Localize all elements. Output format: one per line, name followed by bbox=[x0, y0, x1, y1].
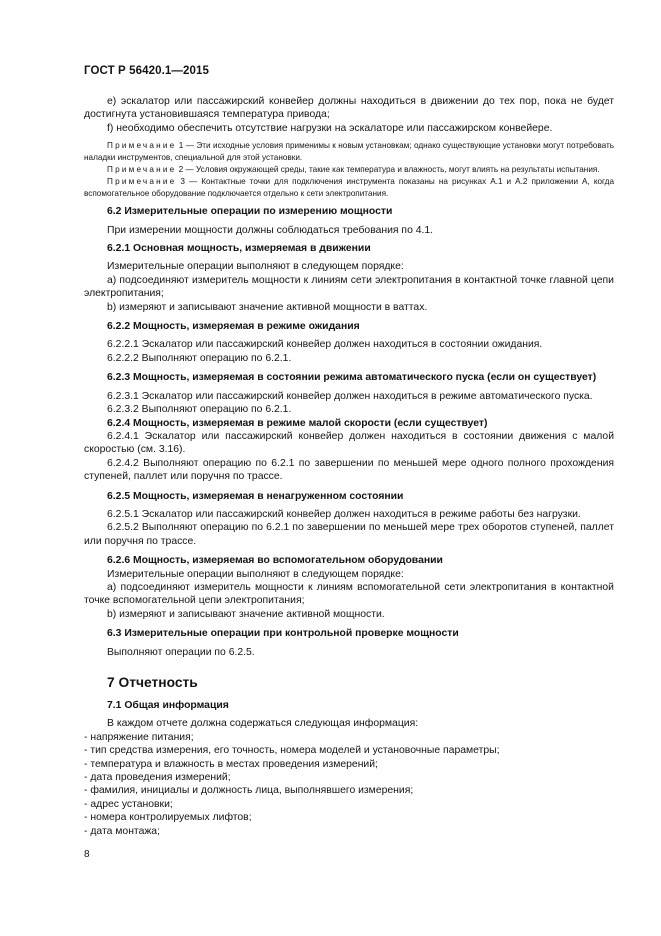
note-1-label: Примечание bbox=[107, 141, 177, 151]
heading-7: 7 Отчетность bbox=[107, 675, 198, 690]
paragraph-6-2-3-2: 6.2.3.2 Выполняют операцию по 6.2.1. bbox=[107, 404, 292, 416]
paragraph-item-e: е) эскалатор или пассажирский конвейер должны находиться в движении до тех пор, пока не будет достигнута установившаяся температура привода; bbox=[84, 96, 614, 121]
list-item: - температура и влажность в местах проведения измерений; bbox=[84, 758, 378, 770]
paragraph-6-2: При измерении мощности должны соблюдаться требования по 4.1. bbox=[107, 224, 434, 236]
paragraph-6-2-3-1: 6.2.3.1 Эскалатор или пассажирский конвейер должен находиться в режиме автоматического пуска. bbox=[107, 390, 593, 402]
paragraph-6-3: Выполняют операции по 6.2.5. bbox=[107, 646, 255, 658]
paragraph-6-2-6-intro: Измерительные операции выполняют в следующем порядке: bbox=[107, 568, 404, 580]
page-number: 8 bbox=[84, 849, 90, 860]
paragraph-6-2-5-2: 6.2.5.2 Выполняют операцию по 6.2.1 по завершении по меньшей мере трех оборотов ступеней, паллет или поручня по трассе. bbox=[84, 522, 614, 547]
list-item: - номера контролируемых лифтов; bbox=[84, 812, 252, 824]
list-item: - тип средства измерения, его точность, номера моделей и установочные параметры; bbox=[84, 745, 500, 757]
heading-6-2: 6.2 Измерительные операции по измерению мощности bbox=[107, 206, 393, 218]
list-item: - адрес установки; bbox=[84, 798, 173, 810]
heading-6-2-4: 6.2.4 Мощность, измеряемая в режиме малой скорости (если существует) bbox=[107, 417, 488, 429]
paragraph-6-2-4-1: 6.2.4.1 Эскалатор или пассажирский конвейер должен находиться в состоянии движения с малой скоростью (см. 3.16). bbox=[84, 430, 614, 456]
paragraph-6-2-1-intro: Измерительные операции выполняют в следующем порядке: bbox=[107, 261, 404, 273]
paragraph-6-2-6-b: b) измеряют и записывают значение активной мощности. bbox=[107, 608, 385, 620]
paragraph-6-2-1-b: b) измеряют и записывают значение активной мощности в ваттах. bbox=[107, 301, 428, 313]
list-item: - дата монтажа; bbox=[84, 825, 160, 837]
heading-6-3: 6.3 Измерительные операции при контрольной проверке мощности bbox=[107, 628, 459, 640]
document-header: ГОСТ Р 56420.1—2015 bbox=[84, 65, 209, 77]
paragraph-7-1-intro: В каждом отчете должна содержаться следующая информация: bbox=[107, 718, 419, 730]
list-item: - дата проведения измерений; bbox=[84, 772, 231, 784]
heading-6-2-2: 6.2.2 Мощность, измеряемая в режиме ожидания bbox=[107, 321, 360, 333]
paragraph-6-2-6-a: a) подсоединяют измеритель мощности к линиям вспомогательной сети электропитания в контактной точке вспомогательной цепи электропитания; bbox=[84, 581, 614, 607]
note-3 bbox=[84, 176, 614, 200]
note-2-label: Примечание bbox=[107, 165, 177, 175]
paragraph-6-2-2-1: 6.2.2.1 Эскалатор или пассажирский конвейер должен находиться в состоянии ожидания. bbox=[107, 339, 543, 351]
heading-6-2-6: 6.2.6 Мощность, измеряемая во вспомогательном оборудовании bbox=[107, 555, 443, 567]
paragraph-6-2-1-a: a) подсоединяют измеритель мощности к линиям сети электропитания в контактной точке главной цепи электропитания; bbox=[84, 274, 614, 300]
note-1-text: 1 — Эти исходные условия применимы к новым установкам; однако существующие установки могут потребовать наладки инструментов, специальной для этой установки. bbox=[84, 141, 614, 163]
paragraph-6-2-4-2: 6.2.4.2 Выполняют операцию по 6.2.1 по завершении по меньшей мере одного полного прохождения ступеней, паллет или поручня по трассе. bbox=[84, 457, 614, 483]
note-3-text: 3 — Контактные точки для подключения инструмента показаны на рисунках А.1 и А.2 приложении А, когда вспомогательное оборудование подключается отдельно к сети электропитания. bbox=[84, 177, 614, 199]
list-item: - напряжение питания; bbox=[84, 731, 194, 743]
heading-6-2-5: 6.2.5 Мощность, измеряемая в ненагруженном состоянии bbox=[107, 490, 404, 502]
note-1 bbox=[84, 140, 614, 164]
heading-6-2-3: 6.2.3 Мощность, измеряемая в состоянии режима автоматического пуска (если он существует) bbox=[107, 372, 597, 384]
heading-6-2-1: 6.2.1 Основная мощность, измеряемая в движении bbox=[107, 243, 371, 255]
note-3-label: Примечание bbox=[107, 177, 177, 187]
document-body bbox=[84, 95, 614, 838]
list-item: - фамилия, инициалы и должность лица, выполнявшего измерения; bbox=[84, 785, 414, 797]
paragraph-6-2-5-1: 6.2.5.1 Эскалатор или пассажирский конвейер должен находиться в режиме работы без нагрузки. bbox=[107, 508, 581, 520]
paragraph-6-2-2-2: 6.2.2.2 Выполняют операцию по 6.2.1. bbox=[107, 352, 292, 364]
paragraph-item-f: f) необходимо обеспечить отсутствие нагрузки на эскалаторе или пассажирском конвейере. bbox=[107, 122, 553, 134]
note-2-text: 2 — Условия окружающей среды, такие как температура и влажность, могут влиять на результаты испытания. bbox=[176, 165, 600, 175]
note-2 bbox=[84, 164, 614, 176]
heading-7-1: 7.1 Общая информация bbox=[107, 700, 229, 711]
